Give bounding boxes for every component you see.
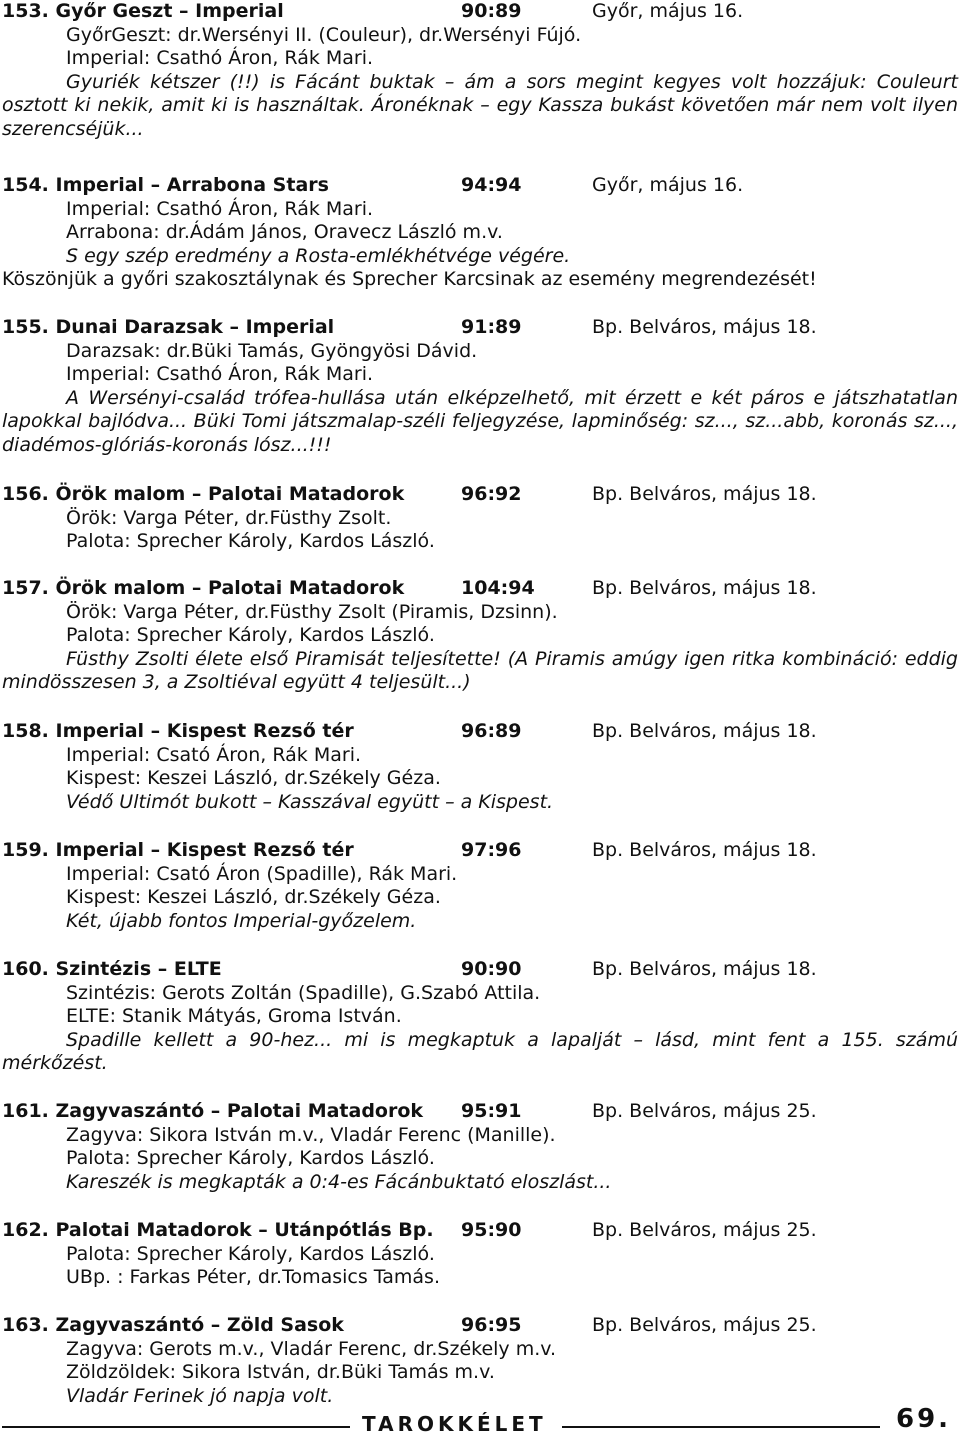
team-roster: Imperial: Csathó Áron, Rák Mari. [66,197,374,220]
match-comment: A Wersényi-család trófea-hullása után elképzelhető, mit érzett e két páros e játszhatatlan lapokkal bajlódva... Büki Tomi játszmalap-széli feljegyzése, lapminőség: sz..., sz...abb, koronás sz..., diadémos-glóriás-koronás lósz...!!! [2,386,958,456]
match-header [2,1314,958,1338]
match-comment: Spadille kellett a 90-hez... mi is megkaptuk a lapalját – lásd, mint fent a 155. számú mérkőzést. [2,1028,958,1074]
team-roster: Darazsak: dr.Büki Tamás, Gyöngyösi Dávid. [66,339,478,362]
match-entry [2,839,958,933]
match-place-date: Győr, május 16. [592,0,744,22]
match-comment: S egy szép eredmény a Rosta-emlékhétvége végére. [66,244,571,267]
team-roster: Zöldzöldek: Sikora István, dr.Büki Tamás m.v. [66,1361,495,1383]
match-entry [2,483,958,554]
match-score: 90:89 [461,0,522,22]
match-entry [2,1219,958,1290]
journal-name: TAROKKÉLET [362,1412,547,1436]
team-roster: Palota: Sprecher Károly, Kardos László. [66,530,435,552]
match-title: 163. Zagyvaszántó – Zöld Sasok [2,1314,344,1336]
match-score: 97:96 [461,839,522,861]
team-roster: Imperial: Csathó Áron, Rák Mari. [66,363,374,385]
match-title: 161. Zagyvaszántó – Palotai Matadorok [2,1100,424,1122]
match-header [2,1100,958,1124]
match-comment: Kareszék is megkapták a 0:4-es Fácánbuktató eloszlást... [66,1170,612,1193]
team-roster: Imperial: Csató Áron, Rák Mari. [66,743,362,766]
page-number: 69. [896,1404,952,1434]
team-roster: ELTE: Stanik Mátyás, Groma István. [66,1005,402,1027]
team-roster: Zagyva: Gerots m.v., Vladár Ferenc, dr.Székely m.v. [66,1337,557,1360]
match-place-date: Győr, május 16. [592,174,744,196]
match-entry [2,958,958,1076]
match-score: 96:89 [461,720,522,742]
match-title: 153. Győr Geszt – Imperial [2,0,284,22]
team-roster: Szintézis: Gerots Zoltán (Spadille), G.Szabó Attila. [66,981,541,1004]
match-score: 96:92 [461,483,522,505]
match-header [2,577,958,601]
match-header [2,720,958,744]
match-place-date: Bp. Belváros, május 18. [592,316,817,338]
match-header [2,483,958,507]
team-roster: Palota: Sprecher Károly, Kardos László. [66,1242,435,1265]
match-title: 154. Imperial – Arrabona Stars [2,174,329,196]
match-title: 158. Imperial – Kispest Rezső tér [2,720,354,742]
match-score: 90:90 [461,958,522,980]
team-roster: Örök: Varga Péter, dr.Füsthy Zsolt. [66,506,392,529]
match-place-date: Bp. Belváros, május 25. [592,1314,817,1336]
match-comment: Füsthy Zsolti élete első Piramisát teljesítette! (A Piramis amúgy igen ritka kombináció: eddig mindösszesen 3, a Zsoltiéval együtt 4 teljesült...) [2,647,958,693]
match-score: 91:89 [461,316,522,338]
match-score: 95:90 [461,1219,522,1241]
match-place-date: Bp. Belváros, május 25. [592,1219,817,1241]
match-comment: Gyuriék kétszer (!!) is Fácánt buktak – ám a sors megint kegyes volt hozzájuk: Couleurt osztott ki nekik, amit ki is használtak. Áronéknak – egy Kassza bukást követően már nem volt ilyen szerencséjük... [2,70,958,140]
page-footer [0,1404,960,1440]
team-roster: Örök: Varga Péter, dr.Füsthy Zsolt (Piramis, Dzsinn). [66,600,558,623]
match-entry [2,720,958,814]
match-entry [2,316,958,457]
team-roster: GyőrGeszt: dr.Wersényi II. (Couleur), dr.Wersényi Fújó. [66,23,582,46]
match-place-date: Bp. Belváros, május 18. [592,839,817,861]
team-roster: Imperial: Csathó Áron, Rák Mari. [66,47,374,69]
team-roster: Palota: Sprecher Károly, Kardos László. [66,1147,435,1169]
match-entry [2,577,958,695]
team-roster: Palota: Sprecher Károly, Kardos László. [66,624,435,646]
thanks-note: Köszönjük a győri szakosztálynak és Sprecher Karcsinak az esemény megrendezését! [2,268,817,290]
match-place-date: Bp. Belváros, május 18. [592,577,817,599]
team-roster: Kispest: Keszei László, dr.Székely Géza. [66,886,441,908]
match-title: 162. Palotai Matadorok – Utánpótlás Bp. [2,1219,434,1241]
team-roster: UBp. : Farkas Péter, dr.Tomasics Tamás. [66,1266,440,1288]
match-place-date: Bp. Belváros, május 18. [592,720,817,742]
match-score: 94:94 [461,174,522,196]
match-header [2,958,958,982]
match-title: 160. Szintézis – ELTE [2,958,222,980]
match-score: 96:95 [461,1314,522,1336]
match-place-date: Bp. Belváros, május 25. [592,1100,817,1122]
match-title: 155. Dunai Darazsak – Imperial [2,316,335,338]
team-roster: Kispest: Keszei László, dr.Székely Géza. [66,767,441,789]
match-score: 95:91 [461,1100,522,1122]
match-entry [2,1314,958,1408]
match-score: 104:94 [461,577,535,599]
footer-rule-left [2,1426,350,1428]
team-roster: Imperial: Csató Áron (Spadille), Rák Mari. [66,862,458,885]
match-comment: Védő Ultimót bukott – Kasszával együtt – a Kispest. [66,790,554,813]
match-comment: Vladár Ferinek jó napja volt. [66,1384,334,1407]
match-entry [2,0,958,141]
match-title: 157. Örök malom – Palotai Matadorok [2,577,405,599]
match-place-date: Bp. Belváros, május 18. [592,958,817,980]
team-roster: Arrabona: dr.Ádám János, Oravecz László m.v. [66,221,503,243]
match-header [2,316,958,340]
footer-rule-right [562,1426,880,1428]
match-header [2,174,958,198]
match-entry [2,1100,958,1194]
match-header [2,839,958,863]
match-header [2,1219,958,1243]
team-roster: Zagyva: Sikora István m.v., Vladár Ferenc (Manille). [66,1123,556,1146]
match-title: 156. Örök malom – Palotai Matadorok [2,483,405,505]
match-comment: Két, újabb fontos Imperial-győzelem. [66,909,417,932]
match-title: 159. Imperial – Kispest Rezső tér [2,839,354,861]
match-place-date: Bp. Belváros, május 18. [592,483,817,505]
match-entry [2,174,958,292]
match-header [2,0,958,24]
